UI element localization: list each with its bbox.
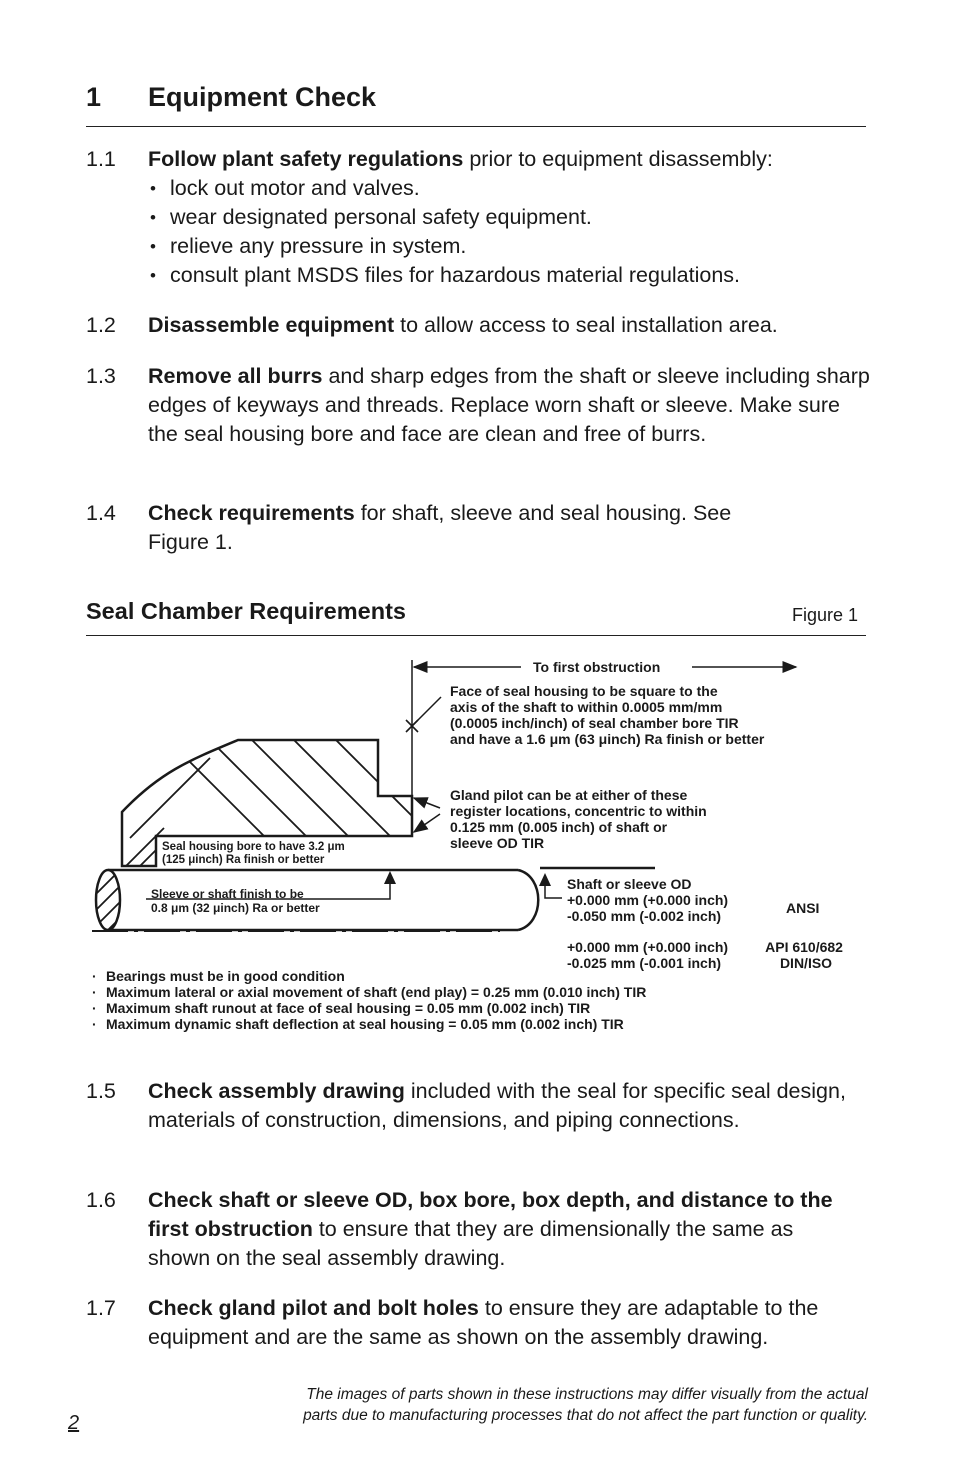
arrowhead [539, 873, 551, 886]
ansi-tolerance: +0.000 mm (+0.000 inch) -0.050 mm (-0.002 inch) [567, 892, 729, 924]
step-text: to allow access to seal installation area. [394, 313, 778, 337]
footnote-line: parts due to manufacturing processes that do not affect the part function or quality. [303, 1407, 868, 1424]
note-bullet: · [92, 1000, 97, 1016]
step-text: for shaft, sleeve and seal housing. See Figure 1. [148, 501, 732, 554]
bullet-item: • wear designated personal safety equipment. [148, 203, 886, 232]
step-number: 1.1 [86, 147, 116, 171]
step-text: included with the seal for specific seal design, materials of construction, dimensions, and piping connections. [148, 1079, 846, 1132]
section-number: 1 [86, 82, 102, 112]
api-tolerance: +0.000 mm (+0.000 inch) -0.025 mm (-0.001 inch) [567, 939, 729, 971]
section-rule [86, 126, 866, 127]
note-bullet: · [92, 1016, 97, 1032]
safety-bullet-list [148, 174, 886, 290]
step-number: 1.3 [86, 364, 116, 388]
step-1-5 [86, 1077, 886, 1135]
footnote-line: The images of parts shown in these instructions may differ visually from the actual [306, 1386, 868, 1403]
step-bold-text: Follow plant safety regulations [148, 147, 464, 171]
step-number: 1.6 [86, 1188, 116, 1212]
figure-heading: Seal Chamber Requirements [86, 598, 406, 624]
step-bold-text: Check assembly drawing [148, 1079, 405, 1103]
step-1-3 [86, 362, 886, 449]
shaft-od-title: Shaft or sleeve OD [567, 876, 692, 892]
bore-finish-note: Seal housing bore to have 3.2 μm (125 μinch) Ra finish or better [162, 841, 345, 866]
note-bullet: · [92, 968, 97, 984]
figure-label: Figure 1 [791, 605, 858, 625]
gland-pilot-arrow [414, 814, 440, 832]
step-bold-text: Disassemble equipment [148, 313, 395, 337]
face-square-note: Face of seal housing to be square to the axis of the shaft to within 0.0005 mm/mm (0.0005 inch/inch) of seal chamber bore TIR and have a 1.6 μm (63 μinch) Ra finish or better [450, 683, 765, 747]
step-bold-text: Check gland pilot and bolt holes [148, 1296, 479, 1320]
page-number: 2 [68, 1412, 80, 1434]
api-label: API 610/682 DIN/ISO [765, 939, 843, 971]
note-bullet: · [92, 984, 97, 1000]
step-number: 1.5 [86, 1079, 116, 1103]
figure-rule [86, 635, 866, 636]
ansi-label: ANSI [786, 900, 820, 916]
figure-notes [92, 968, 646, 1032]
step-1-4 [86, 499, 886, 557]
step-1-1 [86, 145, 886, 290]
seal-chamber-diagram [0, 640, 954, 1040]
face-leader [412, 697, 441, 726]
step-bold-text: Check shaft or sleeve OD, box bore, box depth, and distance to the first obstruction [148, 1188, 833, 1241]
section-heading [86, 82, 376, 113]
arrowhead [384, 871, 396, 884]
gland-pilot-arrow [414, 798, 440, 808]
note-item: Maximum dynamic shaft deflection at seal housing = 0.05 mm (0.002 inch) TIR [106, 1016, 624, 1032]
note-item: Bearings must be in good condition [106, 968, 345, 984]
step-1-7 [86, 1294, 886, 1352]
step-1-2 [86, 311, 886, 340]
step-1-6 [86, 1186, 886, 1273]
step-text: and sharp edges from the shaft or sleeve including sharp edges of keyways and threads. Replace worn shaft or sleeve. Make sure the seal housing bore and face are clean and free of burrs. [148, 364, 870, 446]
note-item: Maximum lateral or axial movement of shaft (end play) = 0.25 mm (0.010 inch) TIR [106, 984, 647, 1000]
step-bold-text: Check requirements [148, 501, 355, 525]
section-title: Equipment Check [148, 82, 377, 112]
step-text: to ensure that they are dimensionally the same as shown on the seal assembly drawing. [148, 1217, 794, 1270]
footnote [228, 1384, 868, 1426]
bullet-item: • relieve any pressure in system. [148, 232, 886, 261]
gland-pilot-note: Gland pilot can be at either of these register locations, concentric to within 0.125 mm (0.005 inch) of shaft or sleeve OD TIR [450, 787, 707, 851]
step-text: prior to equipment disassembly: [463, 147, 773, 171]
note-item: Maximum shaft runout at face of seal housing = 0.05 mm (0.002 inch) TIR [106, 1000, 591, 1016]
step-number: 1.2 [86, 313, 116, 337]
step-bold-text: Remove all burrs [148, 364, 323, 388]
step-text: to ensure they are adaptable to the equipment and are the same as shown on the assembly drawing. [148, 1296, 819, 1349]
bullet-item: • lock out motor and valves. [148, 174, 886, 203]
sleeve-finish-note: Sleeve or shaft finish to be 0.8 μm (32 μinch) Ra or better [151, 887, 320, 915]
bullet-item: • consult plant MSDS files for hazardous material regulations. [148, 261, 886, 290]
first-obstruction-label: To first obstruction [533, 659, 661, 675]
step-number: 1.4 [86, 501, 116, 525]
step-number: 1.7 [86, 1296, 116, 1320]
